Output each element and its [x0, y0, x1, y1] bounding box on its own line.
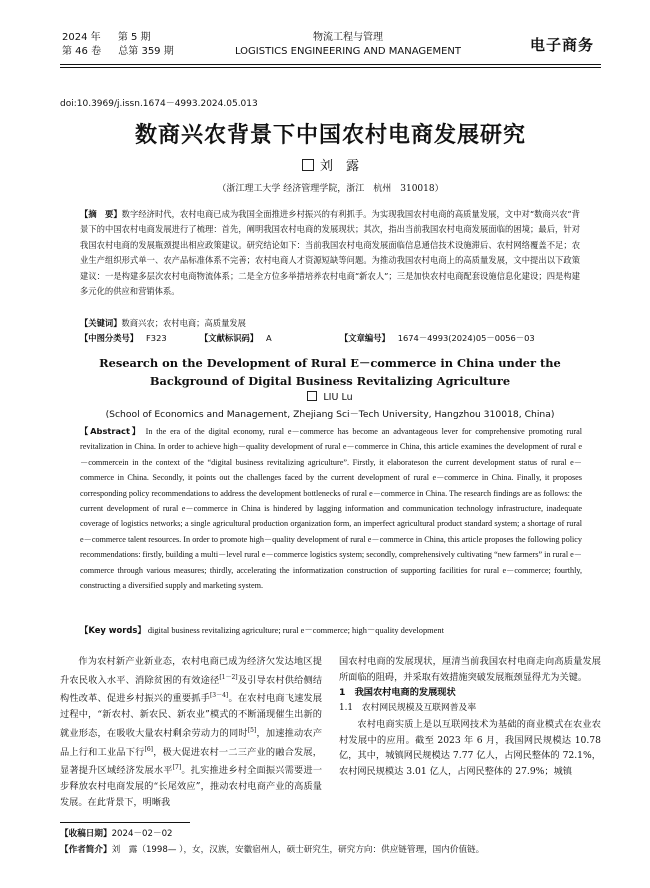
clc-value: F323 — [146, 333, 167, 343]
received-label: 【收稿日期】 — [60, 829, 112, 839]
author-cn — [60, 155, 601, 174]
subsection-heading: 1.1 农村网民规模及互联网普及率 — [339, 703, 477, 714]
keywords-en-label: 【Key words】 — [80, 625, 146, 635]
header-rule-thin — [60, 67, 601, 68]
affiliation-cn: （浙江理工大学 经济管理学院，浙江 杭州 310018） — [217, 184, 444, 194]
body-text: 。在农村电商飞速发展过程中，“新农村、新农民、新农业”模式的不断涌现催生出新的就业形态，在吸收大量农村剩余劳动力的同时 — [60, 693, 323, 739]
citation: [5] — [247, 726, 257, 734]
body-text: 。扎实推进乡村全面振兴需要进一步释放农村电商发展的“长尾效应”，推动农村电商产业的高质量发展。在此背景下，明晰我 — [60, 765, 323, 808]
footnote — [60, 826, 601, 858]
abstract-en-label: 【Abstract】 — [80, 426, 142, 436]
footnote-rule — [60, 822, 190, 823]
clc-label: 【中图分类号】 — [80, 333, 139, 343]
abstract-cn — [80, 207, 580, 299]
body-text: 作为农村新产业新业态，农村电商已成为经济欠发达地区提升农民收入水平、消除贫困的有效途径 — [60, 656, 322, 686]
keywords-cn — [80, 316, 580, 330]
body-column-left — [60, 654, 322, 811]
received-value: 2024－02－02 — [111, 829, 173, 839]
issue-volume: 第 46 卷 — [62, 46, 102, 57]
issue-total: 总第 359 期 — [118, 46, 174, 57]
header-rule — [60, 64, 601, 65]
abstract-cn-text: 数字经济时代，农村电商已成为我国全面推进乡村振兴的有利抓手。为实现我国农村电商的高质量发展，文中对“数商兴农”背景下的中国农村电商发展进行了梳理：首先，阐明我国农村电商的发展现状；其次，指出当前我国农村电商发展面临的困境；最后，针对我国农村电商的发展瓶颈提出相应政策建议。研究结论如下：当前我国农村电商发展面临信息通信技术设施滞后、农村网络覆盖不足；农业生产组织形式单一、农产品标准体系不完善；农村电商人才资源短缺等问题。为推动我国农村电商上的高质量发展，文中提出以下政策建议：一是构建多层次农村电商物流体系；二是全方位多举措培养农村电商“新农人”；三是加快农村电商配套设施信息化建设；四是构建多元化的供应和营销体系。 — [80, 209, 580, 297]
received-date — [60, 826, 601, 842]
abstract-en-text: In the era of the digital economy, rural e－commerce has become an advantageous lever for comprehensive promoting rural revitalization in China. In order to achieve high－quality development of rural e－commerce in China, this article examines the development of rural e－commercein in the context of the “digital business revitalizing agriculture”. Firstly, it elaborateson the current development status of rural e－commerce in China. Secondly, it points out the challenges faced by the current development of rural e－commerce in China. Finally, it proposes corresponding policy recommendations to address the development bottlenecks of rural e－commerce in China. The research findings are as follows: the current development of rural e－commerce in China is hindered by lagging information and communication technology infrastructure, inadequate coverage of logistics networks; a single agricultural production organization form, an imperfect agricultural product standard system; a shortage of rural e－commerce talent resources. In order to promote high－quality development of rural e－commerce in China, this article proposes the following policy recommendations: firstly, building a multi－level rural e－commerce logistics system; secondly, comprehensively cultivating “new farmers” in rural e－commerce through various measures; thirdly, accelerating the informatization construction of supporting facilities for rural e－commerce; fourthly, constructing a diversified supply and marketing system. — [80, 427, 583, 591]
section-heading: 1 我国农村电商的发展现状 — [339, 687, 456, 699]
journal-name-en: LOGISTICS ENGINEERING AND MANAGEMENT — [234, 46, 462, 57]
citation: [6] — [144, 745, 153, 753]
abstract-en — [80, 424, 582, 593]
article-value: 1674－4993(2024)05－0056－03 — [397, 333, 535, 343]
doc-value: A — [266, 333, 272, 343]
author-en — [80, 391, 580, 403]
article-label: 【文章编号】 — [340, 333, 390, 343]
citation: [7] — [172, 764, 182, 772]
author-en-box-icon — [307, 391, 317, 401]
body-paragraph — [60, 654, 322, 811]
doc-code — [200, 332, 272, 344]
citation: [3－4] — [209, 692, 229, 700]
doc-label: 【文献标识码】 — [200, 333, 259, 343]
affiliation-en: (School of Economics and Management, Zhejiang Sci－Tech University, Hangzhou 310018, China) — [105, 409, 555, 420]
keywords-cn-text: 数商兴农；农村电商；高质量发展 — [121, 318, 246, 328]
body-text: ，极大促进农村一二三产业的融合发展，显著提升区域经济发展水平 — [60, 746, 322, 777]
author-name-cn: 刘 露 — [319, 159, 359, 174]
body-text: 及引导农村供给侧结构性改革、促进乡村振兴的重要抓手 — [60, 674, 323, 705]
issue-year: 2024 年 — [62, 32, 101, 43]
paper-title-cn: 数商兴农背景下中国农村电商发展研究 — [134, 122, 526, 148]
body-text: ，加速推动农产品上行和工业品下行 — [60, 728, 323, 758]
doi: doi:10.3969/j.issn.1674－4993.2024.05.013 — [60, 99, 258, 109]
issue-info — [62, 31, 188, 59]
author-box-icon — [302, 159, 314, 171]
keywords-en — [80, 624, 582, 636]
paper-title-en: Research on the Development of Rural E－commerce in China under the Background of Digital Business Revitalizing Agriculture — [99, 356, 561, 388]
body-paragraph: 农村电商实质上是以互联网技术为基础的商业模式在农业农村发展中的应用。截至 2023 年 6 月，我国网民规模达 10.78 亿，其中，城镇网民规模达 7.77 亿人，占网民整体的 72.1%，农村网民规模达 3.01 亿人，占网民整体的 27.9%；城镇 — [339, 718, 601, 777]
citation: [1－2] — [219, 673, 238, 681]
keywords-cn-label: 【关键词】 — [80, 318, 122, 328]
bio-value: 刘 露（1998— ），女，汉族，安徽宿州人，硕士研究生，研究方向：供应链管理，国内价值链。 — [111, 845, 485, 855]
keywords-en-text: digital business revitalizing agriculture; rural e－commerce; high－quality development — [147, 626, 444, 635]
author-bio — [60, 842, 601, 858]
section-label: 电子商务 — [530, 36, 595, 54]
body-column-right — [339, 654, 601, 780]
body-paragraph-continued: 国农村电商的发展现状，厘清当前我国农村电商走向高质量发展所面临的阻碍，并采取有效措施突破发展瓶颈显得尤为关键。 — [339, 656, 601, 683]
journal-name — [228, 31, 468, 59]
bio-label: 【作者简介】 — [60, 845, 112, 855]
author-name-en: LIU Lu — [323, 392, 353, 403]
abstract-cn-label: 【摘 要】 — [80, 209, 122, 219]
clc-code — [80, 332, 167, 344]
journal-name-cn: 物流工程与管理 — [313, 32, 383, 43]
article-code — [340, 332, 535, 344]
issue-number: 第 5 期 — [117, 32, 151, 43]
